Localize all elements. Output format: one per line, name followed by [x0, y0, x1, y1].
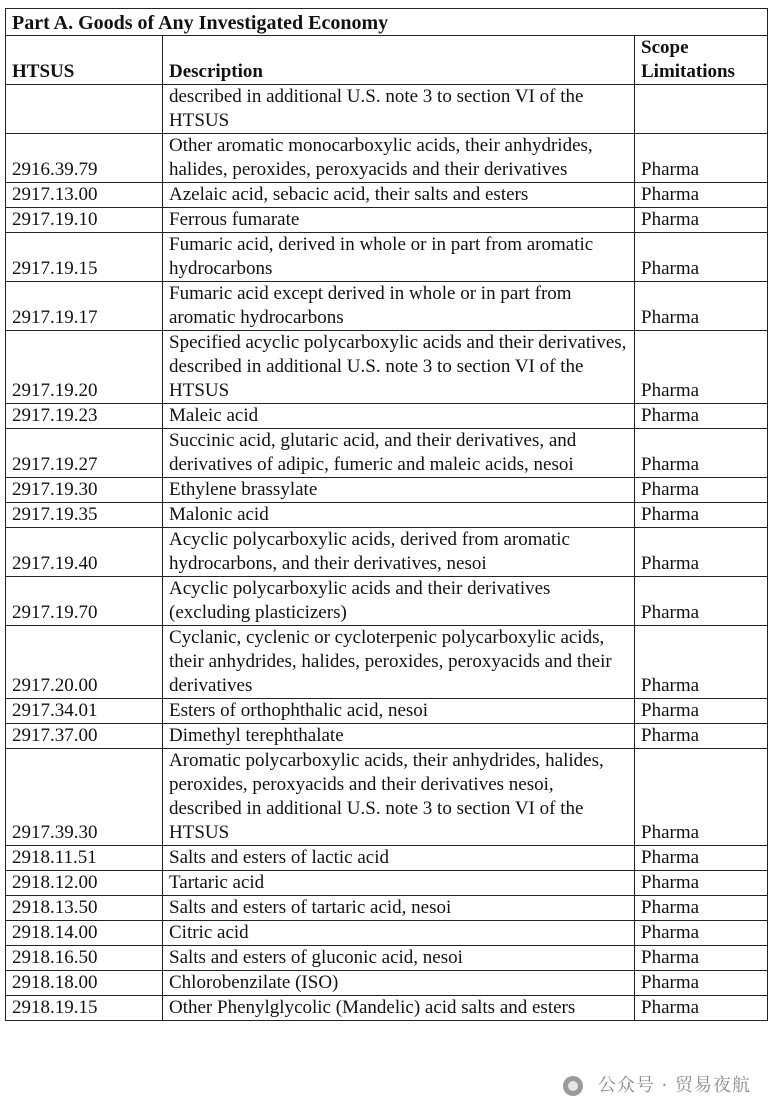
hts-code-cell: 2917.13.00 [6, 183, 163, 208]
description-cell: Ethylene brassylate [163, 478, 635, 503]
description-cell: Fumaric acid, derived in whole or in part from aromatic hydrocarbons [163, 233, 635, 282]
table-row [6, 921, 768, 946]
description-cell: Fumaric acid except derived in whole or in part from aromatic hydrocarbons [163, 282, 635, 331]
table-row [6, 896, 768, 921]
table-row [6, 749, 768, 846]
hts-code-cell: 2917.19.30 [6, 478, 163, 503]
description-cell: Dimethyl terephthalate [163, 724, 635, 749]
description-cell: Salts and esters of tartaric acid, nesoi [163, 896, 635, 921]
table-title-row [6, 9, 768, 36]
scope-limitation-cell: Pharma [635, 331, 768, 404]
scope-limitation-cell: Pharma [635, 921, 768, 946]
table-row [6, 134, 768, 183]
scope-limitation-cell: Pharma [635, 503, 768, 528]
scope-limitation-cell: Pharma [635, 282, 768, 331]
hts-code-cell: 2918.19.15 [6, 996, 163, 1021]
table-body [6, 85, 768, 1021]
hts-code-cell: 2916.39.79 [6, 134, 163, 183]
scope-limitation-cell: Pharma [635, 626, 768, 699]
scope-limitation-cell: Pharma [635, 134, 768, 183]
description-cell: Esters of orthophthalic acid, nesoi [163, 699, 635, 724]
wechat-channel-icon [563, 1076, 583, 1096]
table-row [6, 996, 768, 1021]
scope-limitation-cell: Pharma [635, 528, 768, 577]
hts-code-cell: 2917.37.00 [6, 724, 163, 749]
scope-limitation-cell: Pharma [635, 404, 768, 429]
hts-code-cell: 2918.13.50 [6, 896, 163, 921]
hts-code-cell: 2918.11.51 [6, 846, 163, 871]
scope-limitation-cell: Pharma [635, 478, 768, 503]
description-cell: Malonic acid [163, 503, 635, 528]
hts-code-cell: 2918.16.50 [6, 946, 163, 971]
table-row [6, 208, 768, 233]
hts-code-cell: 2917.19.70 [6, 577, 163, 626]
hts-code-cell: 2917.19.17 [6, 282, 163, 331]
scope-limitation-cell: Pharma [635, 699, 768, 724]
description-cell: Azelaic acid, sebacic acid, their salts and esters [163, 183, 635, 208]
description-cell: described in additional U.S. note 3 to section VI of the HTSUS [163, 85, 635, 134]
table-row [6, 478, 768, 503]
description-cell: Maleic acid [163, 404, 635, 429]
description-cell: Acyclic polycarboxylic acids and their derivatives (excluding plasticizers) [163, 577, 635, 626]
table-row [6, 626, 768, 699]
description-cell: Acyclic polycarboxylic acids, derived from aromatic hydrocarbons, and their derivatives, nesoi [163, 528, 635, 577]
hts-code-cell: 2917.19.20 [6, 331, 163, 404]
watermark-text: 公众号 · 贸易夜航 [597, 1075, 751, 1096]
column-header-htsus: HTSUS [6, 36, 163, 85]
description-cell: Chlorobenzilate (ISO) [163, 971, 635, 996]
description-cell: Tartaric acid [163, 871, 635, 896]
hts-code-cell: 2917.19.23 [6, 404, 163, 429]
description-cell: Citric acid [163, 921, 635, 946]
scope-limitation-cell: Pharma [635, 871, 768, 896]
table-row [6, 871, 768, 896]
hts-code-cell: 2917.19.40 [6, 528, 163, 577]
hts-code-cell: 2917.34.01 [6, 699, 163, 724]
hts-code-cell: 2917.19.35 [6, 503, 163, 528]
scope-limitation-cell: Pharma [635, 724, 768, 749]
column-header-scope: Scope Limitations [635, 36, 768, 85]
hts-code-cell: 2917.19.15 [6, 233, 163, 282]
hts-code-cell: 2917.19.10 [6, 208, 163, 233]
description-cell: Cyclanic, cyclenic or cycloterpenic polycarboxylic acids, their anhydrides, halides, peroxides, peroxyacids and their derivatives [163, 626, 635, 699]
scope-limitation-cell: Pharma [635, 429, 768, 478]
table-row [6, 404, 768, 429]
description-cell: Salts and esters of lactic acid [163, 846, 635, 871]
table-row [6, 429, 768, 478]
scope-limitation-cell: Pharma [635, 183, 768, 208]
table-title: Part A. Goods of Any Investigated Economy [6, 9, 768, 36]
table-row [6, 846, 768, 871]
scope-limitation-cell: Pharma [635, 946, 768, 971]
scope-limitation-cell: Pharma [635, 577, 768, 626]
scope-limitation-cell: Pharma [635, 749, 768, 846]
scope-limitation-cell: Pharma [635, 971, 768, 996]
table-row [6, 528, 768, 577]
hts-code-cell: 2917.20.00 [6, 626, 163, 699]
table-row [6, 699, 768, 724]
column-header-description: Description [163, 36, 635, 85]
table-row [6, 331, 768, 404]
hts-code-cell [6, 85, 163, 134]
hts-code-cell: 2917.39.30 [6, 749, 163, 846]
hts-code-cell: 2918.12.00 [6, 871, 163, 896]
scope-limitation-cell: Pharma [635, 846, 768, 871]
description-cell: Aromatic polycarboxylic acids, their anhydrides, halides, peroxides, peroxyacids and their derivatives nesoi, described in additional U.S. note 3 to section VI of the HTSUS [163, 749, 635, 846]
table-row [6, 724, 768, 749]
table-row [6, 946, 768, 971]
scope-limitation-cell [635, 85, 768, 134]
scope-limitation-cell: Pharma [635, 233, 768, 282]
table-row [6, 183, 768, 208]
table-row [6, 577, 768, 626]
description-cell: Salts and esters of gluconic acid, nesoi [163, 946, 635, 971]
description-cell: Other Phenylglycolic (Mandelic) acid salts and esters [163, 996, 635, 1021]
table-row [6, 85, 768, 134]
tariff-table [5, 8, 768, 1021]
column-header-row [6, 36, 768, 85]
table-row [6, 971, 768, 996]
description-cell: Ferrous fumarate [163, 208, 635, 233]
table-row [6, 282, 768, 331]
table-row [6, 233, 768, 282]
scope-limitation-cell: Pharma [635, 996, 768, 1021]
hts-code-cell: 2918.14.00 [6, 921, 163, 946]
description-cell: Succinic acid, glutaric acid, and their derivatives, and derivatives of adipic, fumeric and maleic acids, nesoi [163, 429, 635, 478]
hts-code-cell: 2917.19.27 [6, 429, 163, 478]
description-cell: Specified acyclic polycarboxylic acids and their derivatives, described in additional U.S. note 3 to section VI of the HTSUS [163, 331, 635, 404]
table-row [6, 503, 768, 528]
scope-limitation-cell: Pharma [635, 896, 768, 921]
scope-limitation-cell: Pharma [635, 208, 768, 233]
hts-code-cell: 2918.18.00 [6, 971, 163, 996]
description-cell: Other aromatic monocarboxylic acids, their anhydrides, halides, peroxides, peroxyacids and their derivatives [163, 134, 635, 183]
